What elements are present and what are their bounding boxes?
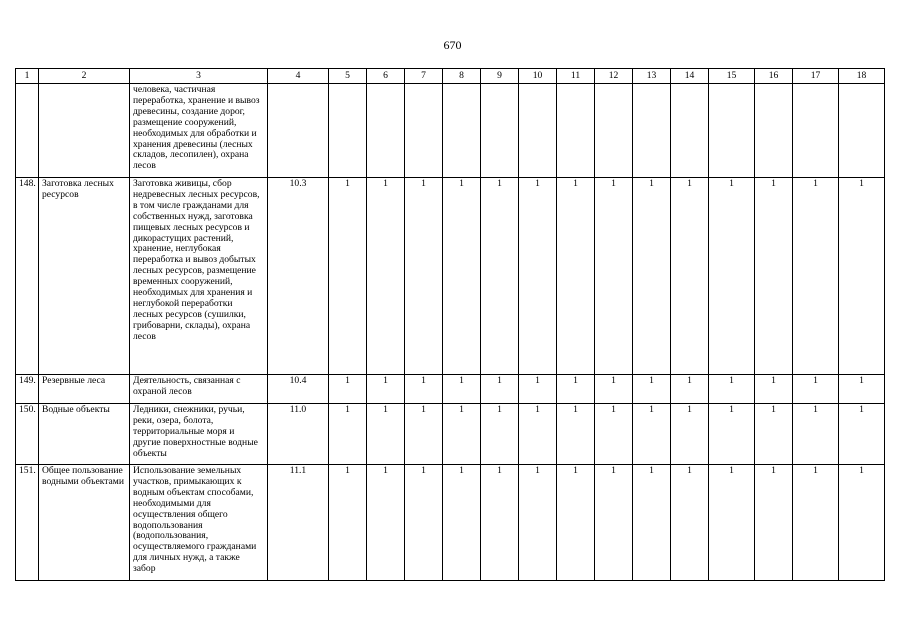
- zone-value-cell: [839, 84, 885, 178]
- zone-value-cell: 1: [329, 178, 367, 375]
- zone-value-cell: [595, 84, 633, 178]
- zone-value-cell: [367, 84, 405, 178]
- column-header-5: 5: [329, 69, 367, 84]
- table-row: [16, 404, 885, 465]
- column-header-7: 7: [405, 69, 443, 84]
- column-header-4: 4: [268, 69, 329, 84]
- zone-value-cell: 1: [443, 375, 481, 404]
- column-header-13: 13: [633, 69, 671, 84]
- zone-value-cell: 1: [709, 178, 755, 375]
- zone-value-cell: 1: [709, 465, 755, 581]
- zone-value-cell: 1: [755, 465, 793, 581]
- zone-value-cell: 1: [755, 178, 793, 375]
- table-row: [16, 465, 885, 581]
- column-header-1: 1: [16, 69, 39, 84]
- zone-value-cell: 1: [633, 465, 671, 581]
- zone-value-cell: 1: [709, 375, 755, 404]
- zone-value-cell: [481, 84, 519, 178]
- zone-value-cell: 1: [839, 375, 885, 404]
- zone-value-cell: 1: [671, 178, 709, 375]
- zone-value-cell: 1: [633, 178, 671, 375]
- column-number-header-row: [16, 69, 885, 84]
- column-header-17: 17: [793, 69, 839, 84]
- zone-value-cell: 1: [671, 465, 709, 581]
- page-number: 670: [443, 38, 462, 52]
- row-number-cell: 151.: [16, 465, 39, 581]
- zone-value-cell: 1: [839, 404, 885, 465]
- zone-value-cell: 1: [519, 375, 557, 404]
- zone-value-cell: 1: [481, 465, 519, 581]
- land-use-description-cell: Ледники, снежники, ручьи, реки, озера, болота, территориальные моря и другие поверхностные водные объекты: [130, 404, 268, 465]
- zone-value-cell: 1: [755, 404, 793, 465]
- zone-value-cell: [793, 84, 839, 178]
- zone-value-cell: 1: [367, 404, 405, 465]
- zone-value-cell: 1: [557, 375, 595, 404]
- zone-value-cell: [633, 84, 671, 178]
- zone-value-cell: 1: [405, 465, 443, 581]
- classification-code-cell: 10.3: [268, 178, 329, 375]
- column-header-16: 16: [755, 69, 793, 84]
- zone-value-cell: 1: [671, 375, 709, 404]
- zone-value-cell: 1: [329, 375, 367, 404]
- column-header-2: 2: [39, 69, 130, 84]
- column-header-10: 10: [519, 69, 557, 84]
- zone-value-cell: 1: [557, 404, 595, 465]
- zone-value-cell: [755, 84, 793, 178]
- column-header-9: 9: [481, 69, 519, 84]
- row-number-cell: 149.: [16, 375, 39, 404]
- zone-value-cell: 1: [839, 465, 885, 581]
- land-use-description-cell: человека, частичная переработка, хранение и вывоз древесины, создание дорог, размещение сооружений, необходимых для обработки и хранения древесины (лесных складов, лесопилен), охрана лесов: [130, 84, 268, 178]
- zone-value-cell: 1: [481, 178, 519, 375]
- column-header-8: 8: [443, 69, 481, 84]
- zone-value-cell: 1: [839, 178, 885, 375]
- zone-value-cell: 1: [793, 404, 839, 465]
- land-use-name-cell: Заготовка лесных ресурсов: [39, 178, 130, 375]
- zone-value-cell: [557, 84, 595, 178]
- zone-value-cell: [329, 84, 367, 178]
- zone-value-cell: 1: [367, 465, 405, 581]
- land-use-name-cell: Водные объекты: [39, 404, 130, 465]
- zone-value-cell: 1: [519, 178, 557, 375]
- zone-value-cell: 1: [329, 465, 367, 581]
- zone-value-cell: 1: [557, 465, 595, 581]
- zone-value-cell: 1: [633, 375, 671, 404]
- land-use-description-cell: Использование земельных участков, примыкающих к водным объектам способами, необходимыми для осуществления общего водопользования (водопользования, осуществляемого гражданами для личных нужд, а также забор: [130, 465, 268, 581]
- land-use-name-cell: [39, 84, 130, 178]
- zone-value-cell: 1: [405, 404, 443, 465]
- zone-value-cell: 1: [671, 404, 709, 465]
- table-row: [16, 375, 885, 404]
- zone-value-cell: 1: [793, 465, 839, 581]
- zone-value-cell: 1: [481, 404, 519, 465]
- zone-value-cell: 1: [405, 375, 443, 404]
- row-number-cell: [16, 84, 39, 178]
- column-header-11: 11: [557, 69, 595, 84]
- zone-value-cell: 1: [793, 178, 839, 375]
- column-header-12: 12: [595, 69, 633, 84]
- table-row: [16, 84, 885, 178]
- zone-value-cell: [709, 84, 755, 178]
- zone-value-cell: 1: [519, 465, 557, 581]
- land-use-description-cell: Заготовка живицы, сбор недревесных лесных ресурсов, в том числе гражданами для собственных нужд, заготовка пищевых лесных ресурсов и дикорастущих растений, хранение, неглубокая переработка и вывоз добытых лесных ресурсов, размещение временных сооружений, необходимых для хранения и неглубокой переработки лесных ресурсов (сушилки, грибоварни, склады), охрана лесов: [130, 178, 268, 375]
- classification-code-cell: [268, 84, 329, 178]
- zone-value-cell: 1: [595, 465, 633, 581]
- land-use-table: [15, 68, 885, 581]
- row-number-cell: 148.: [16, 178, 39, 375]
- zone-value-cell: 1: [595, 375, 633, 404]
- zone-value-cell: 1: [557, 178, 595, 375]
- zone-value-cell: 1: [443, 404, 481, 465]
- land-use-description-cell: Деятельность, связанная с охраной лесов: [130, 375, 268, 404]
- column-header-6: 6: [367, 69, 405, 84]
- zone-value-cell: 1: [443, 178, 481, 375]
- column-header-15: 15: [709, 69, 755, 84]
- zone-value-cell: 1: [709, 404, 755, 465]
- zone-value-cell: 1: [595, 404, 633, 465]
- zone-value-cell: [405, 84, 443, 178]
- column-header-14: 14: [671, 69, 709, 84]
- zone-value-cell: [443, 84, 481, 178]
- zone-value-cell: [671, 84, 709, 178]
- zone-value-cell: 1: [755, 375, 793, 404]
- classification-code-cell: 11.0: [268, 404, 329, 465]
- zone-value-cell: 1: [443, 465, 481, 581]
- classification-code-cell: 10.4: [268, 375, 329, 404]
- row-number-cell: 150.: [16, 404, 39, 465]
- zone-value-cell: 1: [367, 375, 405, 404]
- zone-value-cell: [519, 84, 557, 178]
- land-use-name-cell: Общее пользование водными объектами: [39, 465, 130, 581]
- zone-value-cell: 1: [329, 404, 367, 465]
- land-use-name-cell: Резервные леса: [39, 375, 130, 404]
- zone-value-cell: 1: [481, 375, 519, 404]
- column-header-18: 18: [839, 69, 885, 84]
- zone-value-cell: 1: [633, 404, 671, 465]
- zone-value-cell: 1: [519, 404, 557, 465]
- classification-code-cell: 11.1: [268, 465, 329, 581]
- zone-value-cell: 1: [405, 178, 443, 375]
- column-header-3: 3: [130, 69, 268, 84]
- zone-value-cell: 1: [793, 375, 839, 404]
- zone-value-cell: 1: [595, 178, 633, 375]
- zone-value-cell: 1: [367, 178, 405, 375]
- table-row: [16, 178, 885, 375]
